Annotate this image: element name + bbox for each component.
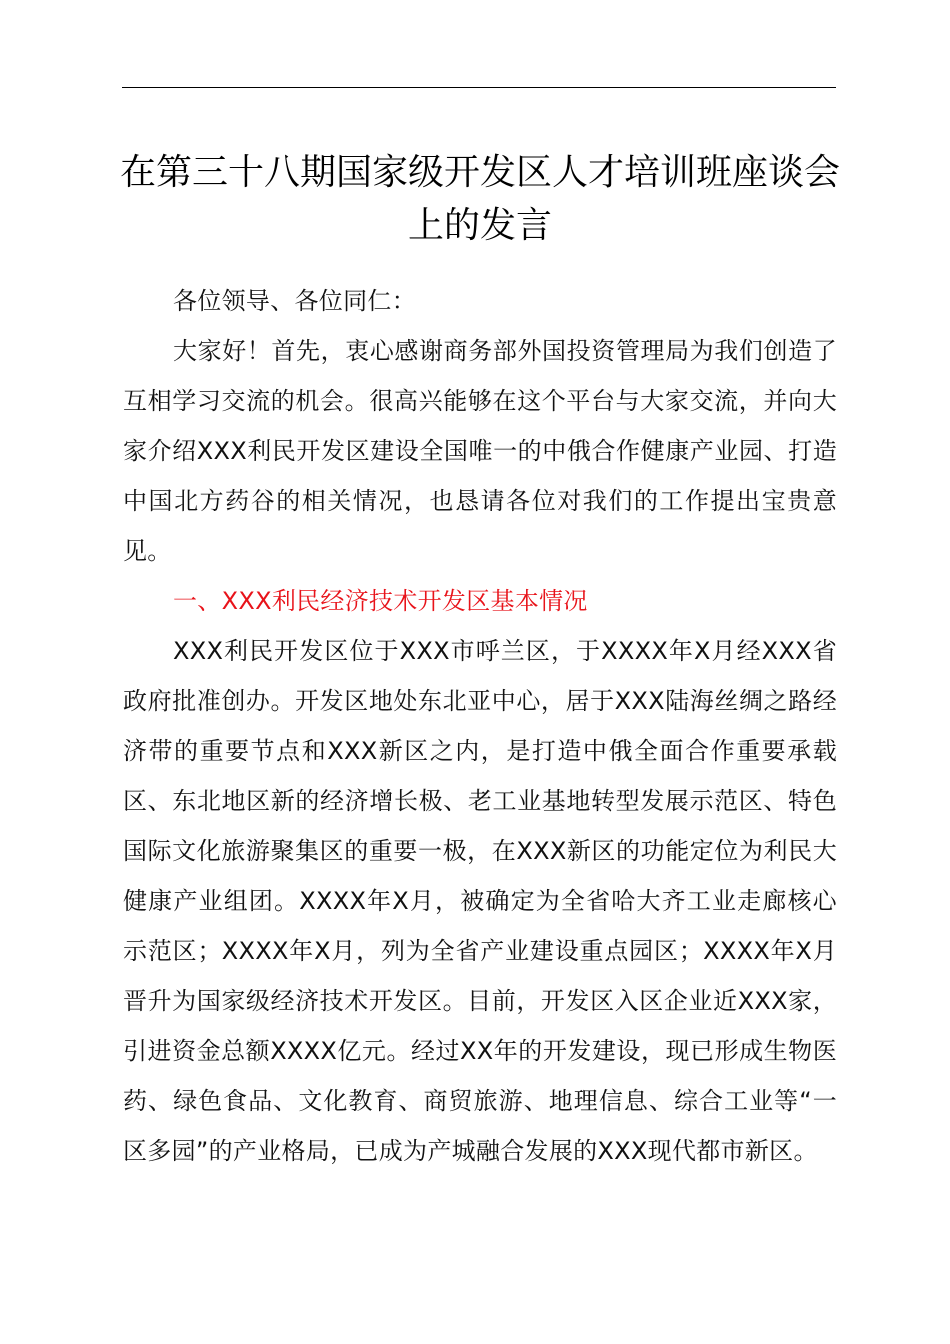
intro-paragraph: 大家好！首先，衷心感谢商务部外国投资管理局为我们创造了互相学习交流的机会。很高兴能够在这个平台与大家交流，并向大家介绍XXX利民开发区建设全国唯一的中俄合作健康产业园、打造中国北方药谷的相关情况，也恳请各位对我们的工作提出宝贵意见。 — [123, 337, 837, 565]
section-heading-1: 一、XXX利民经济技术开发区基本情况 — [173, 587, 588, 615]
section-1-paragraph: XXX利民开发区位于XXX市呼兰区，于XXXX年X月经XXX省政府批准创办。开发区地处东北亚中心，居于XXX陆海丝绸之路经济带的重要节点和XXX新区之内，是打造中俄全面合作重要承载区、东北地区新的经济增长极、老工业基地转型发展示范区、特色国际文化旅游聚集区的重要一极，在XXX新区的功能定位为利民大健康产业组团。XXXX年X月，被确定为全省哈大齐工业走廊核心示范区；XXXX年X月，列为全省产业建设重点园区；XXXX年X月晋升为国家级经济技术开发区。目前，开发区入区企业近XXX家，引进资金总额XXXX亿元。经过XX年的开发建设，现已形成生物医药、绿色食品、文化教育、商贸旅游、地理信息、综合工业等“一区多园”的产业格局，已成为产城融合发展的XXX现代都市新区。 — [123, 637, 837, 1165]
salutation: 各位领导、各位同仁： — [173, 287, 416, 315]
header-rule — [122, 87, 836, 88]
document-title: 在第三十八期国家级开发区人才培训班座谈会上的发言 — [119, 152, 840, 246]
document-body — [123, 276, 837, 1176]
